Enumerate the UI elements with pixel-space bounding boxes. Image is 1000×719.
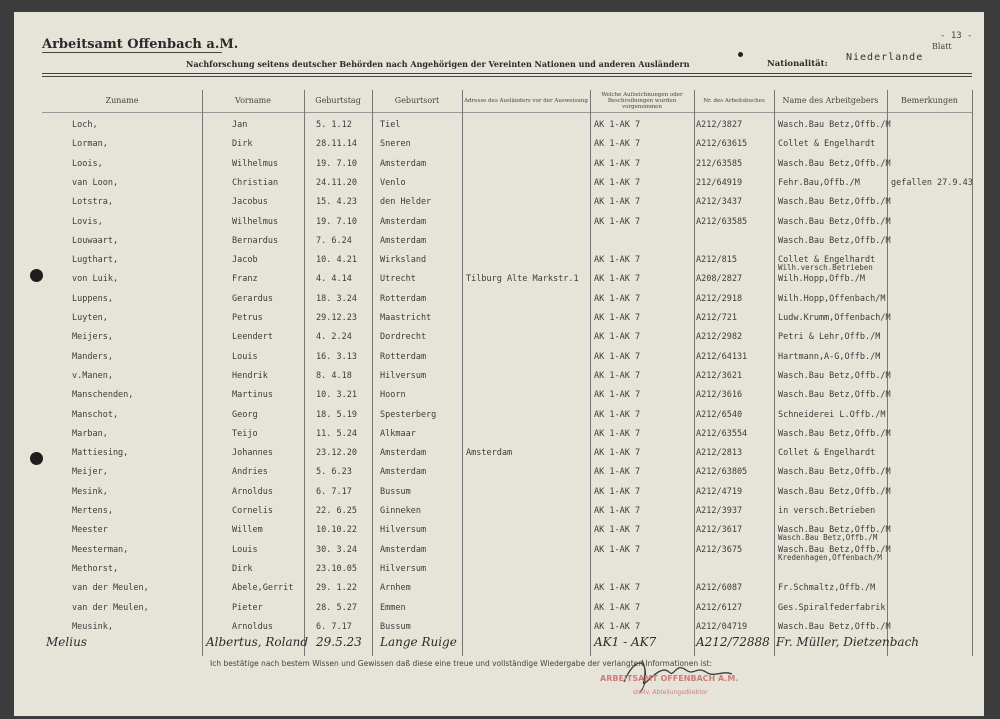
- sheet-number: - 13 -: [940, 31, 973, 41]
- cell-aufzeichnungen: AK 1-AK 7: [594, 216, 641, 227]
- cell-aufzeichnungen: AK 1-AK 7: [594, 506, 641, 516]
- cell-arbeitgeber: Fr.Schmaltz,Offb./M: [778, 583, 876, 594]
- table-row: [42, 116, 972, 135]
- cell-adresse: Tilburg Alte Markstr.1: [466, 274, 579, 285]
- office-stamp: ARBEITSAMT OFFENBACH A.M.: [600, 674, 739, 683]
- cell-aufzeichnungen: AK 1-AK 7: [594, 351, 641, 362]
- cell-arbeitsbuch: A212/815: [696, 255, 737, 266]
- cell-arbeitsbuch: A212/3675: [696, 544, 743, 555]
- cell-arbeitgeber: Ludw.Krumm,Offenbach/M: [778, 313, 891, 323]
- handwritten-arbeitgeber: Fr. Müller, Dietzenbach: [776, 635, 920, 649]
- cell-zuname: Lorman,: [72, 139, 108, 150]
- cell-geburtstag: 23.12.20: [316, 448, 357, 459]
- cell-vorname: Wilhelmus: [232, 216, 279, 227]
- table-row: [42, 232, 972, 251]
- cell-vorname: Andries: [232, 467, 268, 478]
- cell-arbeitgeber: Collet & Engelhardt: [778, 139, 876, 150]
- cell-arbeitsbuch: A212/4719: [696, 486, 743, 497]
- cell-zuname: Lotstra,: [72, 197, 113, 208]
- table-row: [42, 348, 972, 367]
- cell-geburtsort: Bussum: [380, 621, 411, 632]
- cell-geburtsort: Amsterdam: [380, 158, 427, 169]
- cell-geburtstag: 6. 7.17: [316, 621, 352, 632]
- cell-geburtstag: 5. 1.12: [316, 120, 352, 130]
- cell-geburtstag: 28. 5.27: [316, 602, 357, 613]
- cell-aufzeichnungen: AK 1-AK 7: [594, 428, 641, 439]
- cell-arbeitgeber: Wasch.Bau Betz,Offb./M: [778, 216, 891, 227]
- cell-vorname: Wilhelmus: [232, 158, 279, 169]
- cell-extra-line: Wasch.Bau Betz,Offb./M: [778, 533, 878, 543]
- office-name: Arbeitsamt Offenbach a.M.: [42, 37, 239, 52]
- cell-arbeitgeber: Wilh.Hopp,Offenbach/M: [778, 293, 886, 304]
- cell-geburtstag: 18. 3.24: [316, 293, 357, 304]
- cell-geburtsort: Amsterdam: [380, 467, 427, 478]
- cell-arbeitgeber: Schneiderei L.Offb./M: [778, 409, 886, 420]
- cell-aufzeichnungen: AK 1-AK 7: [594, 370, 641, 381]
- handwritten-aufzeichnungen: AK1 - AK7: [594, 635, 657, 649]
- cell-arbeitgeber: Wasch.Bau Betz,Offb./M: [778, 390, 891, 401]
- cell-aufzeichnungen: AK 1-AK 7: [594, 158, 641, 169]
- cell-extra-line: Kredenhagen,Offenbach/M: [778, 552, 882, 562]
- table-row: [42, 579, 972, 598]
- table-row: [42, 135, 972, 154]
- cell-arbeitsbuch: A212/3617: [696, 525, 743, 536]
- table-row: [42, 618, 972, 637]
- cell-vorname: Johannes: [232, 448, 273, 459]
- cell-arbeitsbuch: A212/63554: [696, 428, 748, 439]
- cell-arbeitsbuch: A212/6087: [696, 583, 743, 594]
- cell-geburtsort: Maastricht: [380, 313, 432, 323]
- cell-vorname: Petrus: [232, 313, 263, 323]
- handwritten-geburtsort: Lange Ruige: [380, 635, 457, 649]
- cell-geburtstag: 19. 7.10: [316, 216, 357, 227]
- header-adresse: Adresse des Ausländers vor der Ausweisung: [464, 98, 588, 104]
- cell-geburtsort: Amsterdam: [380, 448, 427, 459]
- cell-aufzeichnungen: AK 1-AK 7: [594, 467, 641, 478]
- cell-zuname: van Loon,: [72, 177, 119, 188]
- cell-arbeitgeber: Wasch.Bau Betz,Offb./M: [778, 120, 891, 130]
- cell-vorname: Pieter: [232, 602, 263, 613]
- cell-zuname: Meester: [72, 525, 108, 536]
- cell-zuname: Louwaart,: [72, 235, 119, 246]
- cell-arbeitgeber: Wasch.Bau Betz,Offb./M: [778, 525, 891, 536]
- cell-zuname: van der Meulen,: [72, 583, 149, 594]
- cell-arbeitgeber: in versch.Betrieben: [778, 506, 876, 516]
- cell-arbeitgeber: Wasch.Bau Betz,Offb./M: [778, 544, 891, 555]
- cell-arbeitsbuch: 212/63585: [696, 158, 743, 169]
- cell-geburtsort: Emmen: [380, 602, 406, 613]
- cell-zuname: Luyten,: [72, 313, 108, 323]
- cell-vorname: Jan: [232, 120, 248, 130]
- title-rule: [42, 73, 972, 74]
- cell-aufzeichnungen: AK 1-AK 7: [594, 544, 641, 555]
- table-row: [42, 193, 972, 212]
- cell-geburtstag: 18. 5.19: [316, 409, 357, 420]
- handwritten-arbeitsbuch: A212/72888: [696, 635, 770, 649]
- cell-aufzeichnungen: AK 1-AK 7: [594, 274, 641, 285]
- table-row: [42, 386, 972, 405]
- cell-arbeitsbuch: A212/63585: [696, 216, 748, 227]
- cell-zuname: Meijers,: [72, 332, 113, 343]
- cell-arbeitgeber: Wasch.Bau Betz,Offb./M: [778, 370, 891, 381]
- cell-arbeitsbuch: A212/63805: [696, 467, 748, 478]
- cell-geburtsort: den Helder: [380, 197, 432, 208]
- cell-geburtsort: Wirksland: [380, 255, 427, 266]
- cell-aufzeichnungen: AK 1-AK 7: [594, 120, 641, 130]
- cell-aufzeichnungen: AK 1-AK 7: [594, 197, 641, 208]
- cell-geburtstag: 19. 7.10: [316, 158, 357, 169]
- cell-aufzeichnungen: AK 1-AK 7: [594, 332, 641, 343]
- header-bemerkungen: Bemerkungen: [901, 96, 958, 105]
- sheet-label: Blatt: [932, 42, 952, 51]
- cell-arbeitsbuch: A212/2918: [696, 293, 743, 304]
- cell-vorname: Teijo: [232, 428, 258, 439]
- cell-arbeitsbuch: A212/2982: [696, 332, 743, 343]
- cell-zuname: Lugthart,: [72, 255, 119, 266]
- cell-aufzeichnungen: AK 1-AK 7: [594, 621, 641, 632]
- table-row: [42, 309, 972, 328]
- cell-zuname: v.Manen,: [72, 370, 113, 381]
- table-row: [42, 502, 972, 521]
- table-row: [42, 406, 972, 425]
- cell-zuname: Methorst,: [72, 563, 119, 574]
- cell-geburtsort: Hilversum: [380, 370, 427, 381]
- cell-zuname: Marban,: [72, 428, 108, 439]
- cell-vorname: Abele,Gerrit: [232, 583, 294, 594]
- table-row: [42, 367, 972, 386]
- handwritten-zuname: Melius: [46, 635, 87, 649]
- cell-geburtstag: 10. 4.21: [316, 255, 357, 266]
- cell-arbeitgeber: Petri & Lehr,Offb./M: [778, 332, 881, 343]
- cell-arbeitgeber: Wasch.Bau Betz,Offb./M: [778, 158, 891, 169]
- cell-vorname: Leendert: [232, 332, 273, 343]
- cell-arbeitsbuch: A212/3437: [696, 197, 743, 208]
- cell-geburtstag: 24.11.20: [316, 177, 357, 188]
- cell-arbeitgeber: Wasch.Bau Betz,Offb./M: [778, 621, 891, 632]
- cell-zuname: Loch,: [72, 120, 98, 130]
- cell-vorname: Dirk: [232, 139, 253, 150]
- table-row: [42, 599, 972, 618]
- header-arbeitgeber: Name des Arbeitgebers: [782, 96, 879, 105]
- cell-vorname: Willem: [232, 525, 263, 536]
- cell-arbeitsbuch: A212/04719: [696, 621, 748, 632]
- cell-arbeitgeber: Wasch.Bau Betz,Offb./M: [778, 197, 891, 208]
- cell-geburtstag: 29.12.23: [316, 313, 357, 323]
- cell-geburtsort: Tiel: [380, 120, 401, 130]
- table-row: [42, 560, 972, 579]
- bullet-dot: [738, 52, 743, 57]
- table-row: [42, 270, 972, 289]
- cell-geburtstag: 4. 4.14: [316, 274, 352, 285]
- cell-vorname: Jacobus: [232, 197, 268, 208]
- header-aufzeichnungen: Welche Aufzeichnungen oder Beschreibungen wurden vorgenommen: [601, 92, 683, 110]
- confirmation-text: Ich bestätige nach bestem Wissen und Gewissen daß diese eine treue und vollständige Wiedergabe der verlangten Informationen ist:: [210, 659, 713, 668]
- cell-bemerkungen: gefallen 27.9.43: [891, 177, 973, 188]
- cell-vorname: Gerardus: [232, 293, 273, 304]
- cell-zuname: Meusink,: [72, 621, 113, 632]
- cell-aufzeichnungen: AK 1-AK 7: [594, 313, 641, 323]
- cell-aufzeichnungen: AK 1-AK 7: [594, 583, 641, 594]
- cell-arbeitsbuch: A212/3827: [696, 120, 743, 130]
- cell-zuname: Manschot,: [72, 409, 119, 420]
- header-divider: [42, 112, 972, 113]
- cell-arbeitgeber: Wasch.Bau Betz,Offb./M: [778, 428, 891, 439]
- cell-vorname: Georg: [232, 409, 258, 420]
- stamp-subtitle: stellv. Abteilungsdirektor: [633, 689, 708, 696]
- cell-geburtsort: Venlo: [380, 177, 406, 188]
- table-row: [42, 174, 972, 193]
- nationality-value: Niederlande: [846, 52, 924, 63]
- cell-geburtstag: 28.11.14: [316, 139, 357, 150]
- cell-geburtstag: 10. 3.21: [316, 390, 357, 401]
- cell-aufzeichnungen: AK 1-AK 7: [594, 409, 641, 420]
- cell-geburtsort: Hilversum: [380, 563, 427, 574]
- table-row: [42, 213, 972, 232]
- cell-arbeitgeber: Collet & Engelhardt: [778, 255, 876, 266]
- document-sheet: [14, 12, 984, 716]
- column-divider: [972, 90, 973, 656]
- cell-vorname: Christian: [232, 177, 279, 188]
- cell-zuname: Mesink,: [72, 486, 108, 497]
- cell-arbeitgeber: Wasch.Bau Betz,Offb./M: [778, 486, 891, 497]
- table-row: [42, 463, 972, 482]
- handwritten-vorname: Albertus, Roland: [206, 635, 309, 649]
- cell-vorname: Martinus: [232, 390, 273, 401]
- cell-geburtstag: 22. 6.25: [316, 506, 357, 516]
- cell-arbeitsbuch: A212/6127: [696, 602, 743, 613]
- cell-arbeitsbuch: A212/64131: [696, 351, 748, 362]
- table-row: [42, 155, 972, 174]
- cell-arbeitgeber: Fehr.Bau,Offb./M: [778, 177, 860, 188]
- cell-arbeitsbuch: A212/63615: [696, 139, 748, 150]
- cell-arbeitgeber: Ges.Spiralfederfabrik: [778, 602, 886, 613]
- cell-arbeitgeber: Hartmann,A-G,Offb./M: [778, 351, 881, 362]
- cell-geburtsort: Rotterdam: [380, 351, 427, 362]
- cell-geburtsort: Spesterberg: [380, 409, 437, 420]
- table-row: [42, 444, 972, 463]
- cell-geburtstag: 5. 6.23: [316, 467, 352, 478]
- table-row: [42, 328, 972, 347]
- cell-aufzeichnungen: AK 1-AK 7: [594, 486, 641, 497]
- cell-arbeitsbuch: A212/3621: [696, 370, 743, 381]
- cell-vorname: Louis: [232, 351, 258, 362]
- nationality-label: Nationalität:: [767, 59, 828, 69]
- cell-zuname: Meesterman,: [72, 544, 129, 555]
- office-underline: [42, 52, 222, 53]
- cell-arbeitsbuch: A212/3937: [696, 506, 743, 516]
- cell-geburtstag: 7. 6.24: [316, 235, 352, 246]
- cell-vorname: Arnoldus: [232, 621, 273, 632]
- cell-aufzeichnungen: AK 1-AK 7: [594, 139, 641, 150]
- cell-vorname: Bernardus: [232, 235, 279, 246]
- cell-geburtstag: 6. 7.17: [316, 486, 352, 497]
- cell-vorname: Cornelis: [232, 506, 273, 516]
- cell-geburtstag: 15. 4.23: [316, 197, 357, 208]
- cell-aufzeichnungen: AK 1-AK 7: [594, 448, 641, 459]
- cell-geburtsort: Amsterdam: [380, 235, 427, 246]
- cell-extra-line: Wilh.versch.Betrieben: [778, 263, 873, 273]
- cell-zuname: von Luik,: [72, 274, 119, 285]
- cell-zuname: Manders,: [72, 351, 113, 362]
- cell-geburtstag: 4. 2.24: [316, 332, 352, 343]
- cell-geburtstag: 10.10.22: [316, 525, 357, 536]
- cell-arbeitsbuch: 212/64919: [696, 177, 743, 188]
- cell-geburtstag: 29. 1.22: [316, 583, 357, 594]
- cell-zuname: Luppens,: [72, 293, 113, 304]
- cell-geburtsort: Hilversum: [380, 525, 427, 536]
- cell-vorname: Jacob: [232, 255, 258, 266]
- cell-geburtsort: Utrecht: [380, 274, 416, 285]
- cell-geburtstag: 16. 3.13: [316, 351, 357, 362]
- table-row: [42, 290, 972, 309]
- header-zuname: Zuname: [105, 96, 139, 105]
- header-arbeitsbuch: Nr. des Arbeitsbuches: [703, 98, 765, 104]
- cell-geburtsort: Alkmaar: [380, 428, 416, 439]
- cell-geburtsort: Dordrecht: [380, 332, 427, 343]
- cell-geburtstag: 23.10.05: [316, 563, 357, 574]
- table-row: [42, 483, 972, 502]
- header-geburtstag: Geburtstag: [315, 96, 361, 105]
- cell-zuname: Manschenden,: [72, 390, 134, 401]
- handwritten-geburtstag: 29.5.23: [316, 635, 362, 649]
- title-rule-2: [42, 76, 972, 77]
- cell-arbeitgeber: Wasch.Bau Betz,Offb./M: [778, 235, 891, 246]
- cell-vorname: Arnoldus: [232, 486, 273, 497]
- cell-vorname: Louis: [232, 544, 258, 555]
- header-vorname: Vorname: [235, 96, 271, 105]
- cell-arbeitgeber: Wilh.Hopp,Offb./M: [778, 274, 865, 285]
- cell-arbeitsbuch: A208/2827: [696, 274, 743, 285]
- cell-aufzeichnungen: AK 1-AK 7: [594, 177, 641, 188]
- cell-geburtstag: 8. 4.18: [316, 370, 352, 381]
- cell-arbeitsbuch: A212/2813: [696, 448, 743, 459]
- cell-arbeitsbuch: A212/6540: [696, 409, 743, 420]
- cell-aufzeichnungen: AK 1-AK 7: [594, 293, 641, 304]
- cell-aufzeichnungen: AK 1-AK 7: [594, 602, 641, 613]
- cell-zuname: van der Meulen,: [72, 602, 149, 613]
- register-table: [42, 90, 972, 656]
- cell-zuname: Mertens,: [72, 506, 113, 516]
- cell-geburtsort: Hoorn: [380, 390, 406, 401]
- cell-geburtsort: Amsterdam: [380, 216, 427, 227]
- cell-arbeitsbuch: A212/3616: [696, 390, 743, 401]
- cell-zuname: Mattiesing,: [72, 448, 129, 459]
- cell-geburtsort: Sneren: [380, 139, 411, 150]
- cell-aufzeichnungen: AK 1-AK 7: [594, 390, 641, 401]
- cell-adresse: Amsterdam: [466, 448, 513, 459]
- header-geburtsort: Geburtsort: [394, 96, 440, 105]
- cell-aufzeichnungen: AK 1-AK 7: [594, 255, 641, 266]
- cell-geburtsort: Arnhem: [380, 583, 411, 594]
- cell-geburtsort: Ginneken: [380, 506, 421, 516]
- cell-geburtsort: Bussum: [380, 486, 411, 497]
- cell-vorname: Hendrik: [232, 370, 268, 381]
- cell-geburtsort: Rotterdam: [380, 293, 427, 304]
- cell-geburtstag: 30. 3.24: [316, 544, 357, 555]
- cell-aufzeichnungen: AK 1-AK 7: [594, 525, 641, 536]
- cell-vorname: Franz: [232, 274, 258, 285]
- cell-zuname: Meijer,: [72, 467, 108, 478]
- cell-zuname: Loois,: [72, 158, 103, 169]
- document-title: Nachforschung seitens deutscher Behörden nach Angehörigen der Vereinten Nationen und anderen Ausländern: [186, 59, 690, 69]
- table-row: [42, 425, 972, 444]
- cell-vorname: Dirk: [232, 563, 253, 574]
- cell-geburtsort: Amsterdam: [380, 544, 427, 555]
- cell-arbeitgeber: Collet & Engelhardt: [778, 448, 876, 459]
- cell-zuname: Lovis,: [72, 216, 103, 227]
- cell-arbeitsbuch: A212/721: [696, 313, 737, 323]
- cell-geburtstag: 11. 5.24: [316, 428, 357, 439]
- cell-arbeitgeber: Wasch.Bau Betz,Offb./M: [778, 467, 891, 478]
